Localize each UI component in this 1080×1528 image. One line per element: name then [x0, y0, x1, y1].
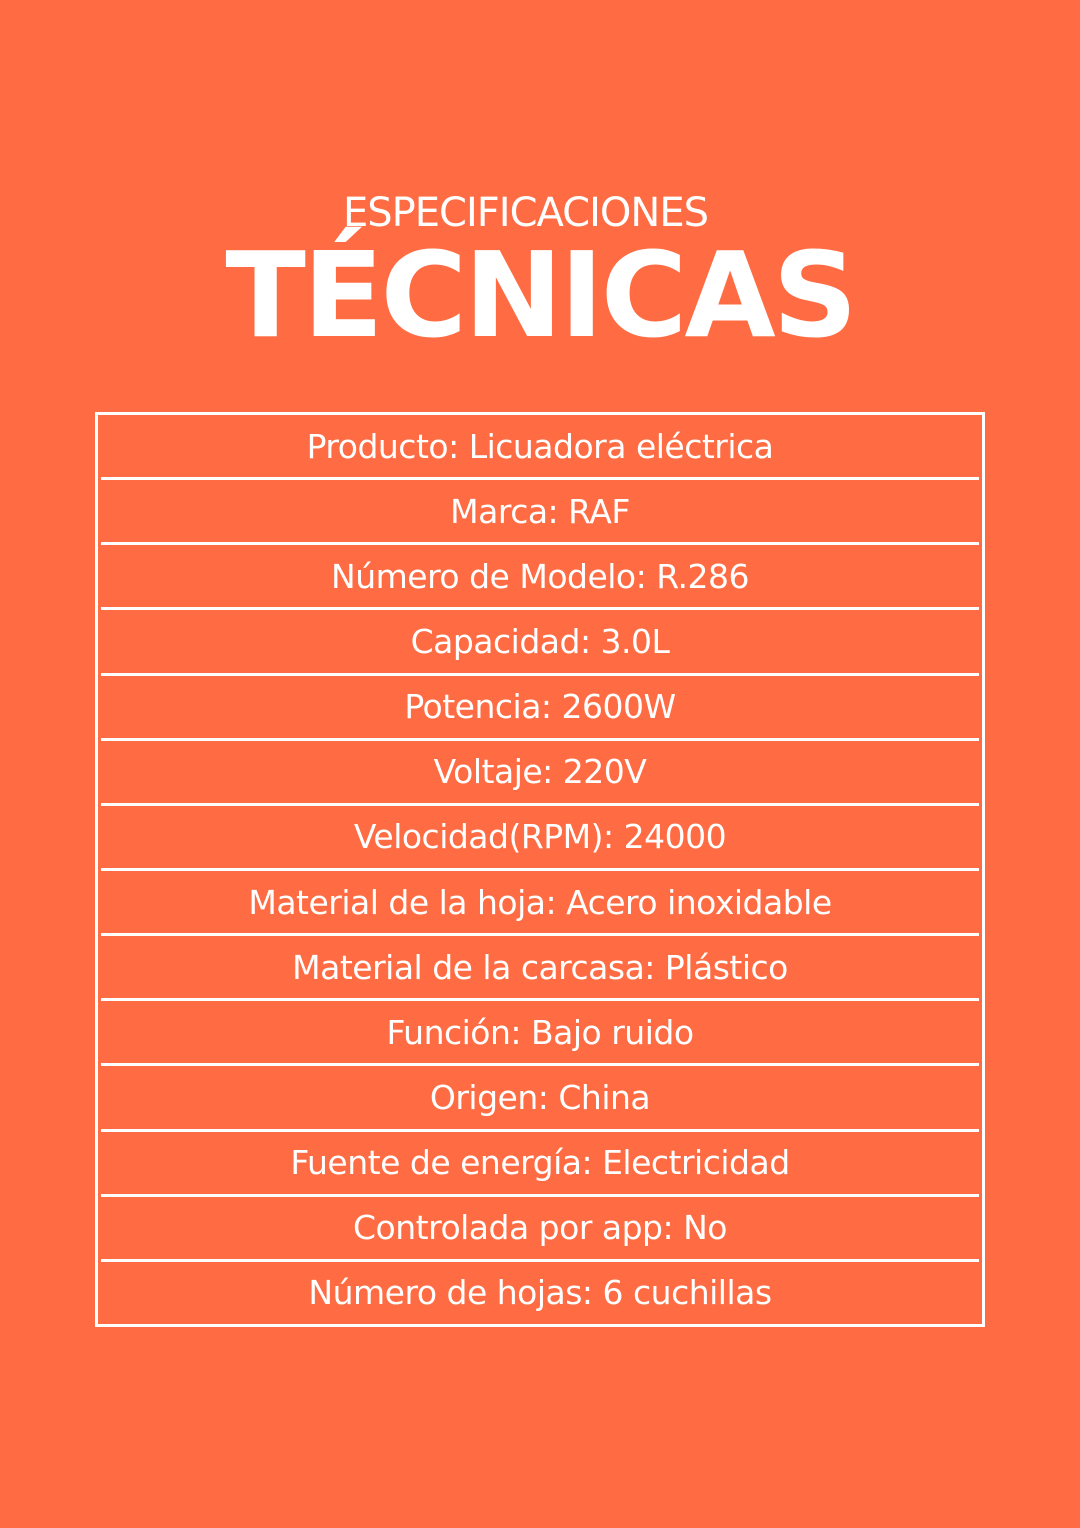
spec-row-function: Función: Bajo ruido	[101, 1001, 979, 1066]
spec-row-housing-material: Material de la carcasa: Plástico	[101, 936, 979, 1001]
spec-row-capacity: Capacidad: 3.0L	[101, 610, 979, 675]
header	[0, 188, 1080, 368]
spec-row-origin: Origen: China	[101, 1066, 979, 1131]
spec-table	[95, 412, 985, 1327]
spec-row-app-control: Controlada por app: No	[101, 1197, 979, 1262]
spec-row-model-number: Número de Modelo: R.286	[101, 545, 979, 610]
spec-row-product: Producto: Licuadora eléctrica	[101, 415, 979, 480]
spec-row-blade-material: Material de la hoja: Acero inoxidable	[101, 871, 979, 936]
spec-row-brand: Marca: RAF	[101, 480, 979, 545]
spec-row-speed: Velocidad(RPM): 24000	[101, 806, 979, 871]
spec-row-blade-count: Número de hojas: 6 cuchillas	[308, 1273, 772, 1313]
spec-row-power-source: Fuente de energía: Electricidad	[101, 1132, 979, 1197]
page-title: TÉCNICAS	[225, 226, 855, 364]
page-subtitle: ESPECIFICACIONES	[343, 190, 708, 236]
spec-row-power: Potencia: 2600W	[101, 676, 979, 741]
spec-row-voltage: Voltaje: 220V	[101, 741, 979, 806]
